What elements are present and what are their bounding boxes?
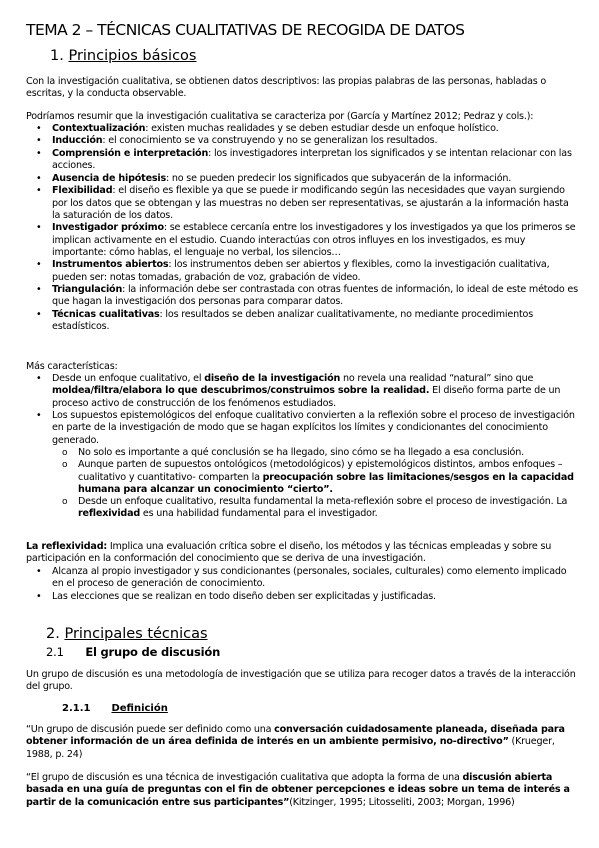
reflexivity-list (26, 566, 578, 603)
sub-list-item: o Desde un enfoque cualitativo, resulta fundamental la meta-reflexión sobre el proceso de investigación. La reflexividad es una habilidad fundamental para el investigador. (52, 496, 578, 521)
section-2-intro: Un grupo de discusión es una metodología de investigación que se utiliza para recoger datos a través de la interacción del grupo. (26, 669, 576, 693)
definition-quote-2: “El grupo de discusión es una técnica de investigación cualitativa que adopta la forma de una discusión abierta basada en una guía de preguntas con el fin de obtener percepciones e ideas sobre un tema de interés a partir de la comunicación entre sus participantes”(Kitzinger, 1995; Litosseliti, 2003; Morgan, 1996) (26, 772, 570, 808)
document-title: TEMA 2 – TÉCNICAS CUALITATIVAS DE RECOGIDA DE DATOS (26, 21, 465, 39)
list-item: • Flexibilidad: el diseño es flexible ya que se puede ir modificando según las necesidades que vayan surgiendo por los datos que se obtengan y las muestras no deben ser representativas, se ajustarán a la información hasta la saturación de los datos. (26, 185, 578, 222)
list-item: • Desde un enfoque cualitativo, el diseño de la investigación no revela una realidad “natural” sino que moldea/filtra/elabora lo que descubrimos/construimos sobre la realidad. El diseño forma parte de un proceso activo de construcción de los fenómenos estudiados. (26, 373, 578, 410)
list-item: • Los supuestos epistemológicos del enfoque cualitativo convierten a la reflexión sobre el proceso de investigación en parte de la investigación de modo que se hagan explícitos los límites y condicionantes del conocimiento generado. o No solo es importante a qué conclusión se ha llegado, sino cómo se ha llegado a esa conclusión. o Aunque parten de supuestos ontológicos (metodológicos) y epistemológicos distintos, ambos enfoques – cualitativo y cuantitativo- comparten la preocupación sobre las limitaciones/sesgos en la capacidad humana para alcanzar un conocimiento “cierto”. o Desde un enfoque cualitativo, resulta fundamental la meta-reflexión sobre el proceso de investigación. La reflexividad es una habilidad fundamental para el investigador. (26, 410, 578, 521)
sub-list-item: o No solo es importante a qué conclusión se ha llegado, sino cómo se ha llegado a esa conclusión. (52, 447, 578, 459)
sub-list-item: o Aunque parten de supuestos ontológicos (metodológicos) y epistemológicos distintos, ambos enfoques – cualitativo y cuantitativo- comparten la preocupación sobre las limitaciones/sesgos en la capacidad humana para alcanzar un conocimiento “cierto”. (52, 459, 578, 496)
list-item: • Alcanza al propio investigador y sus condicionantes (personales, sociales, culturales) como elemento implicado en el proceso de generación de conocimiento. (26, 566, 578, 591)
more-characteristics-list (26, 373, 578, 521)
list-item: • Contextualización: existen muchas realidades y se deben estudiar desde un enfoque holístico. (26, 123, 578, 135)
list-item: • Triangulación: la información debe ser contrastada con otras fuentes de información, lo ideal de este método es que hagan la investigación dos personas para comparar datos. (26, 284, 578, 309)
more-characteristics-lead: Más características: (26, 361, 118, 372)
list-item: • Instrumentos abiertos: los instrumentos deben ser abiertos y flexibles, como la investigación cualitativa, pueden ser: notas tomadas, grabación de voz, grabación de video. (26, 259, 578, 284)
list-item: • Comprensión e interpretación: los investigadores interpretan los significados y se intentan relacionar con las acciones. (26, 148, 578, 173)
list-item: • Investigador próximo: se establece cercanía entre los investigadores y los investigados ya que los primeros se implican activamente en el estudio. Cuando interactúas con otros influyes en los investigados, es muy importante: cómo hablas, el lenguaje no verbal, los silencios… (26, 222, 578, 259)
list-item: • Técnicas cualitativas: los resultados se deben analizar cualitativamente, no mediante procedimientos estadísticos. (26, 309, 578, 334)
subsection-2-1-1-heading: 2.1.1 Definición (62, 703, 168, 714)
section-2-heading (46, 626, 208, 642)
section-1-title: Principios básicos (68, 48, 197, 64)
reflexivity-paragraph: La reflexividad: Implica una evaluación crítica sobre el diseño, los métodos y las técnicas empleadas y sobre su participación en la conformación del conocimiento que se deriva de una investigación. (26, 541, 552, 565)
list-item: • Ausencia de hipótesis: no se pueden predecir los significados que subyacerán de la información. (26, 173, 578, 185)
section-1-intro: Con la investigación cualitativa, se obtienen datos descriptivos: las propias palabras de las personas, habladas o escritas, y la conducta observable. (26, 76, 547, 100)
section-1-lead: Podríamos resumir que la investigación cualitativa se caracteriza por (García y Martínez 2012; Pedraz y cols.): (26, 111, 534, 122)
sub-list (52, 447, 578, 521)
section-2-number: 2. (46, 626, 60, 642)
list-item: • Las elecciones que se realizan en todo diseño deben ser explicitadas y justificadas. (26, 591, 578, 603)
section-1-number: 1. (50, 48, 64, 64)
section-2-title: Principales técnicas (64, 626, 208, 642)
characteristics-list (26, 123, 578, 334)
section-1-heading (50, 48, 196, 64)
list-item: • Inducción: el conocimiento se va construyendo y no se generalizan los resultados. (26, 135, 578, 147)
definition-quote-1: “Un grupo de discusión puede ser definido como una conversación cuidadosamente planeada, diseñada para obtener información de un área definida de interés en un ambiente permisivo, no-directivo” (Krueger, 1988, p. 24) (26, 724, 565, 760)
subsection-2-1-heading: 2.1 El grupo de discusión (46, 645, 221, 659)
